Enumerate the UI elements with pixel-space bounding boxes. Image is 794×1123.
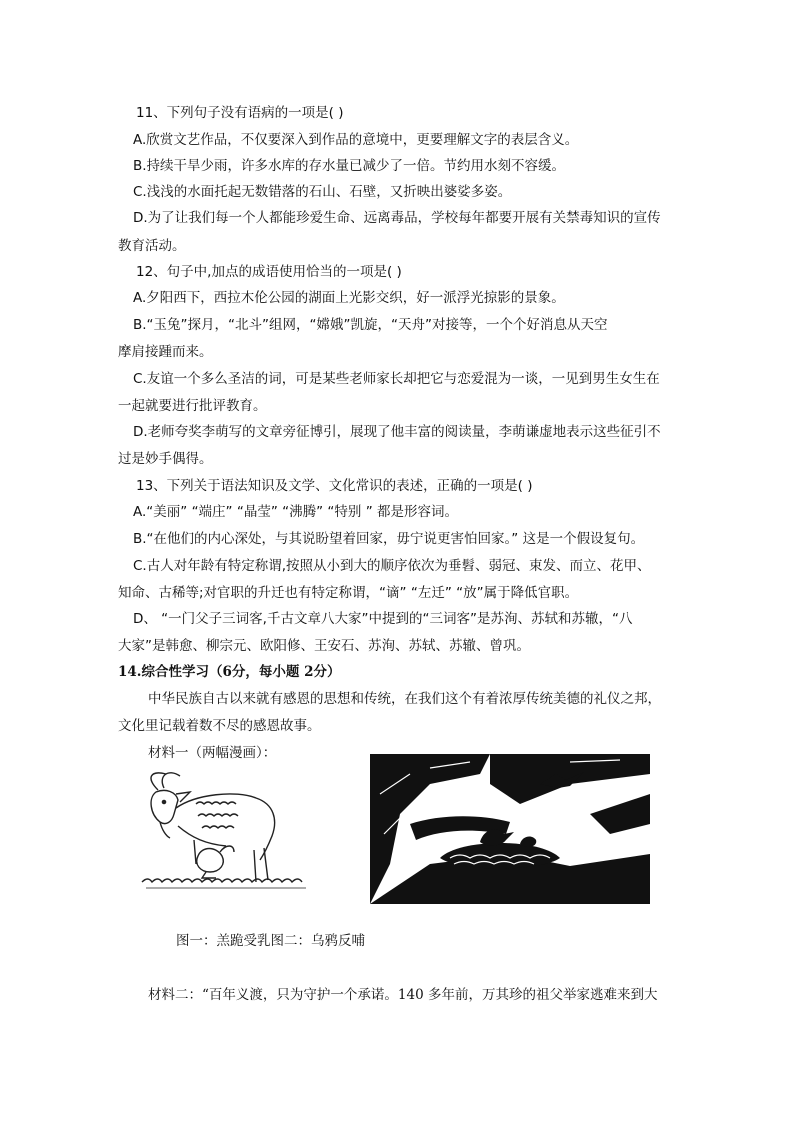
q11-option-d-line2: 教育活动。	[118, 238, 186, 254]
q11-option-a: A.欣赏文艺作品，不仅要深入到作品的意境中，更要理解文字的表层含义。	[133, 132, 579, 148]
q13-option-d-line2: 大家”是韩愈、柳宗元、欧阳修、王安石、苏洵、苏轼、苏辙、曾巩。	[118, 638, 530, 654]
q12-option-c-line2: 一起就要进行批评教育。	[118, 398, 267, 414]
q14-heading: 14.综合性学习（6分，每小题 2分）	[118, 664, 341, 680]
q12-stem: 12、句子中,加点的成语使用恰当的一项是( )	[136, 264, 402, 280]
q13-option-c-line2: 知命、古稀等;对官职的升迁也有特定称谓，“谪” “左迁” “放”属于降低官职。	[118, 585, 579, 601]
q12-option-b-line1: B.“玉兔”探月，“北斗”组网，“嫦娥”凯旋，“天舟”对接等，一个个好消息从天空	[133, 317, 608, 333]
q11-option-b: B.持续干旱少雨，许多水库的存水量已减少了一倍。节约用水刻不容缓。	[133, 158, 566, 174]
q13-option-d-line1: D、 “一门父子三词客,千古文章八大家”中提到的“三词客”是苏洵、苏轼和苏辙，“八	[133, 611, 633, 627]
q11-option-d-line1: D.为了让我们每一个人都能珍爱生命、远离毒品，学校每年都要开展有关禁毒知识的宣传	[133, 210, 661, 226]
q12-option-d-line2: 过是妙手偶得。	[118, 451, 213, 467]
q13-option-c-line1: C.古人对年龄有特定称谓,按照从小到大的顺序依次为垂髫、弱冠、束发、而立、花甲、	[133, 558, 651, 574]
goat-kneeling-illustration	[136, 764, 311, 894]
q11-stem: 11、下列句子没有语病的一项是( )	[136, 105, 344, 121]
q12-option-d-line1: D.老师夸奖李萌写的文章旁征博引，展现了他丰富的阅读量，李萌谦虚地表示这些征引不	[133, 424, 661, 440]
q14-material2-line1: 材料二：“百年义渡，只为守护一个承诺。140 多年前，万其珍的祖父举家逃难来到大	[148, 987, 658, 1003]
q12-option-b-line2: 摩肩接踵而来。	[118, 344, 213, 360]
q11-option-c: C.浅浅的水面托起无数错落的石山、石壁，又折映出婆娑多姿。	[133, 184, 512, 200]
q13-option-a: A.“美丽” “端庄” “晶莹” “沸腾” “特别 ” 都是形容词。	[133, 504, 458, 520]
q14-intro-line1: 中华民族自古以来就有感恩的思想和传统，在我们这个有着浓厚传统美德的礼仪之邦，	[148, 691, 661, 707]
figure-caption: 图一：羔跪受乳图二：乌鸦反哺	[176, 933, 365, 949]
q13-stem: 13、下列关于语法知识及文学、文化常识的表述，正确的一项是( )	[136, 478, 533, 494]
crow-feeding-illustration	[370, 754, 650, 904]
q14-intro-line2: 文化里记载着数不尽的感恩故事。	[118, 718, 321, 734]
q12-option-c-line1: C.友谊一个多么圣洁的词，可是某些老师家长却把它与恋爱混为一谈，一见到男生女生在	[133, 371, 660, 387]
q13-option-b: B.“在他们的内心深处，与其说盼望着回家，毋宁说更害怕回家。” 这是一个假设复句。	[133, 531, 645, 547]
q12-option-a: A.夕阳西下，西拉木伦公园的湖面上光影交织，好一派浮光掠影的景象。	[133, 290, 565, 306]
q14-material1-label: 材料一（两幅漫画）：	[148, 745, 277, 761]
